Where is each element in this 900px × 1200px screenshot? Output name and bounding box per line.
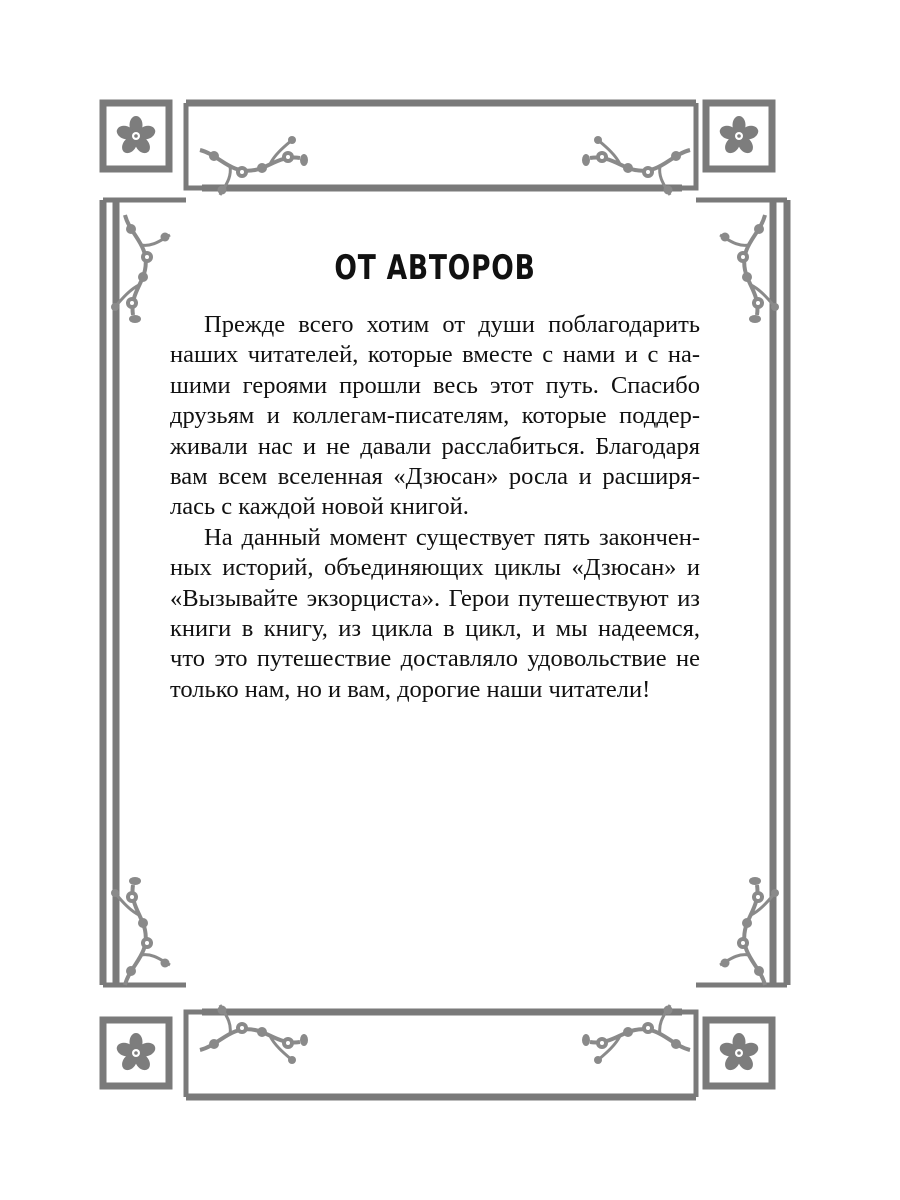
paragraph-1: Прежде всего хотим от души поблагодарить наших читателей, которые вместе с нами и с нашими героями прошли весь этот путь. Спасибо друзьям и коллегам-писателям, которые поддерживали нас и не давали расслабиться. Благодаря вам всем вселенная «Дзюсан» росла и расширялась с каждой новой книгой.	[170, 311, 700, 521]
sakura-flower-icon	[103, 1020, 169, 1086]
page-title: ОТ АВТОРОВ	[334, 248, 536, 288]
cherry-blossom-branch-icon	[111, 215, 170, 323]
cherry-blossom-branch-icon	[111, 877, 170, 985]
sakura-flower-icon	[706, 1020, 772, 1086]
sakura-flower-icon	[706, 103, 772, 169]
paragraph-2: На данный момент существует пять законченных историй, объединяющих циклы «Дзюсан» и «Вызывайте экзорциста». Герои путешествуют из книги в книгу, из цикла в цикл, и мы надеемся, что это путешествие доставляло удовольствие не только нам, но и вам, дорогие наши читатели!	[170, 523, 700, 703]
text-block	[170, 248, 700, 705]
sakura-flower-icon	[103, 103, 169, 169]
